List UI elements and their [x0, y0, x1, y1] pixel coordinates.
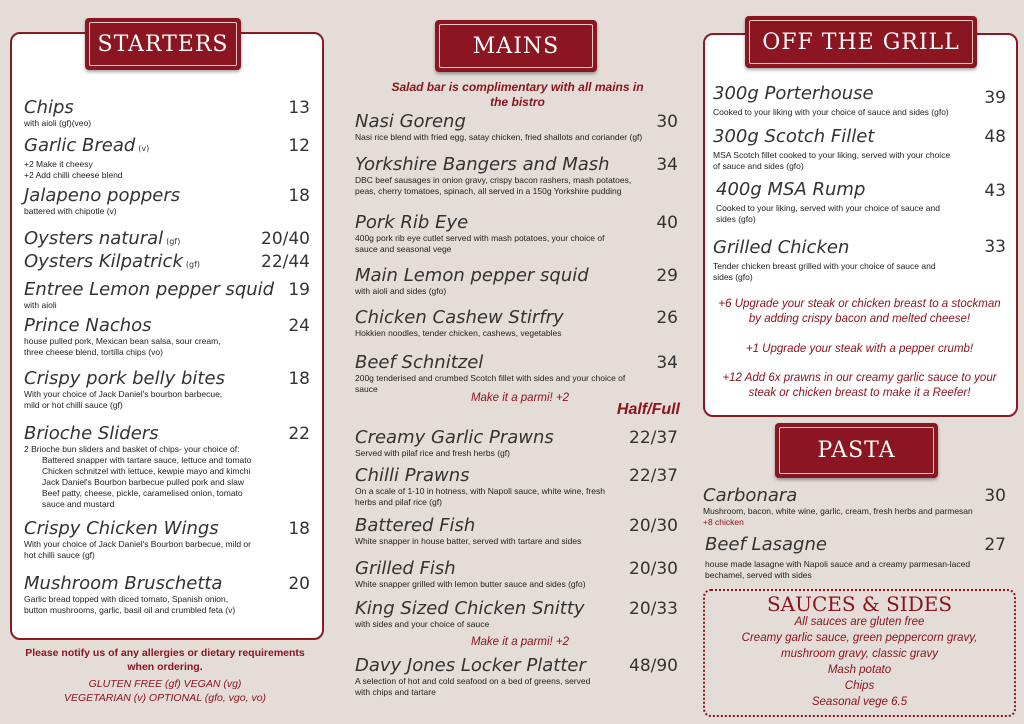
item-name: Beef Schnitzel	[355, 352, 484, 373]
dietary-tag: (gf)	[185, 260, 201, 269]
item-name: Entree Lemon pepper squid	[24, 279, 275, 300]
item-desc: Cooked to your liking, served with your choice of sauce and sides (gfo)	[716, 203, 940, 224]
item-name: Nasi Goreng	[355, 111, 466, 132]
sauces-list	[703, 614, 1016, 710]
item-price: 12	[288, 136, 310, 156]
item-desc: White snapper in house batter, served with tartare and sides	[355, 536, 582, 546]
item-name: Chilli Prawns	[355, 465, 470, 486]
item-name: Main Lemon pepper squid	[355, 265, 589, 286]
item-desc: Served with pilaf rice and fresh herbs (gf)	[355, 448, 510, 458]
item-price: 22/44	[261, 252, 310, 272]
item-price: 20	[288, 574, 310, 594]
item-price: 24	[288, 316, 310, 336]
pasta-title: PASTA	[779, 427, 934, 474]
item-price: 39	[984, 88, 1006, 108]
item-name: Battered Fish	[355, 515, 476, 536]
item-name: Oysters Kilpatrick	[24, 251, 183, 272]
item-name: Grilled Chicken	[713, 237, 850, 258]
parmi-note: Make it a parmi! +2	[470, 392, 570, 404]
grill-badge	[745, 16, 977, 68]
item-price: 20/33	[629, 599, 678, 619]
side-line: Chips	[844, 680, 875, 692]
item-name: 300g Scotch Fillet	[713, 126, 875, 147]
item-desc: On a scale of 1-10 in hotness, with Napoli sauce, white wine, fresh herbs and pilaf rice (gf)	[355, 486, 605, 507]
item-desc: house made lasagne with Napoli sauce and a creamy parmesan-laced bechamel, served with sides	[705, 559, 971, 580]
item-price: 18	[288, 519, 310, 539]
item-price: 27	[984, 535, 1006, 555]
item-desc: DBC beef sausages in onion gravy, crispy bacon rashers, mash potatoes, peas, cherry tomatoes, spinach, all served in a 150g Yorkshire pudding	[355, 175, 632, 196]
item-price: 29	[656, 266, 678, 286]
item-desc: A selection of hot and cold seafood on a bed of greens, served with chips and tartare	[355, 676, 591, 697]
item-desc: With your choice of Jack Daniel's Bourbon barbecue, mild or hot chilli sauce (gf)	[24, 539, 251, 560]
upgrade-pepper: +1 Upgrade your steak with a pepper crumb!	[745, 343, 974, 355]
sauce-line: Creamy garlic sauce, green peppercorn gravy,	[741, 632, 978, 644]
item-price: 20/40	[261, 229, 310, 249]
item-price: 33	[984, 237, 1006, 257]
item-name: Jalapeno poppers	[24, 185, 181, 206]
item-name: Grilled Fish	[355, 558, 456, 579]
item-desc: +2 Make it cheesy +2 Add chilli cheese blend	[24, 159, 123, 180]
item-name: Oysters natural	[24, 228, 164, 249]
item-name: 400g MSA Rump	[716, 179, 866, 200]
item-name: Mushroom Bruschetta	[24, 573, 223, 594]
item-name: Davy Jones Locker Platter	[355, 655, 586, 676]
item-price: 18	[288, 369, 310, 389]
parmi-note: Make it a parmi! +2	[470, 636, 570, 648]
grill-title: OFF THE GRILL	[749, 20, 973, 64]
salad-bar-note: Salad bar is complimentary with all mains in the bistro	[391, 80, 644, 109]
item-desc: battered with chipotle (v)	[24, 206, 117, 216]
item-price: 18	[288, 186, 310, 206]
item-desc: White snapper grilled with lemon butter sauce and sides (gfo)	[355, 579, 586, 589]
item-desc: with aioli	[24, 300, 57, 310]
item-name: Chicken Cashew Stirfry	[355, 307, 564, 328]
dietary-tag: (gf)	[166, 237, 181, 246]
mains-title: MAINS	[439, 24, 593, 68]
item-name: Brioche Sliders	[24, 423, 159, 444]
item-price: 30	[656, 112, 678, 132]
item-price: 34	[656, 353, 678, 373]
item-desc: Nasi rice blend with fried egg, satay chicken, fried shallots and coriander (gf)	[355, 132, 643, 142]
item-name: King Sized Chicken Snitty	[355, 598, 585, 619]
item-name: Carbonara	[703, 485, 798, 506]
sauces-note: All sauces are gluten free	[794, 616, 925, 628]
item-price: 19	[288, 280, 310, 300]
item-desc: MSA Scotch fillet cooked to your liking, served with your choice of sauce and sides (gfo)	[713, 150, 951, 171]
item-name: Crispy pork belly bites	[24, 368, 225, 389]
item-name: Garlic Bread	[24, 135, 136, 156]
item-desc: 2 Brioche bun sliders and basket of chips- your choice of: Battered snapper with tartare sauce, lettuce and tomato Chicken schnitzel with lettuce, kewpie mayo and kimchi Jack Daniel's Bourbon barbecue pulled pork and slaw Beef patty, cheese, pickle, caramelised onion, tomato sauce and mustard	[24, 444, 252, 509]
dietary-legend: GLUTEN FREE (gf) VEGAN (vg) VEGETARIAN (v) OPTIONAL (gfo, vgo, vo)	[63, 678, 267, 704]
item-desc: Tender chicken breast grilled with your choice of sauce and sides (gfo)	[713, 261, 936, 282]
half-full-label: Half/Full	[616, 401, 680, 418]
sauces-title: SAUCES & SIDES	[766, 592, 953, 616]
upgrade-stockman: +6 Upgrade your steak or chicken breast to a stockman by adding crispy bacon and melted cheese!	[718, 298, 1001, 325]
side-line: Seasonal vege 6.5	[811, 696, 908, 708]
item-name: 300g Porterhouse	[713, 83, 874, 104]
allergy-notice: Please notify us of any allergies or dietary requirements when ordering.	[25, 647, 305, 673]
side-line: Mash potato	[827, 664, 892, 676]
item-name: Pork Rib Eye	[355, 212, 469, 233]
item-desc: 200g tenderised and crumbed Scotch fillet with sides and your choice of sauce	[355, 373, 626, 394]
item-price: 22	[288, 424, 310, 444]
item-price: 30	[984, 486, 1006, 506]
item-name: Creamy Garlic Prawns	[355, 427, 554, 448]
item-price: 48/90	[629, 656, 678, 676]
item-price: 26	[656, 308, 678, 328]
item-price: 22/37	[629, 466, 678, 486]
upgrade-reefer: +12 Add 6x prawns in our creamy garlic sauce to your steak or chicken breast to make it a Reefer!	[722, 372, 997, 399]
starters-badge	[85, 18, 241, 70]
item-name: Chips	[24, 97, 74, 118]
item-price: 13	[288, 98, 310, 118]
item-desc: Hokkien noodles, tender chicken, cashews, vegetables	[355, 328, 562, 338]
item-desc: with sides and your choice of sauce	[355, 619, 490, 629]
item-desc: house pulled pork, Mexican bean salsa, sour cream, three cheese blend, tortilla chips (vo)	[24, 336, 221, 357]
mains-badge	[435, 20, 597, 72]
item-price: 43	[984, 181, 1006, 201]
item-name: Yorkshire Bangers and Mash	[355, 154, 610, 175]
dietary-tag: (v)	[138, 144, 150, 153]
item-desc: with aioli (gf)(veo)	[24, 118, 92, 128]
item-price: 34	[656, 155, 678, 175]
item-desc: With your choice of Jack Daniel's bourbon barbecue, mild or hot chilli sauce (gf)	[24, 389, 223, 410]
starters-title: STARTERS	[89, 22, 237, 66]
pasta-badge	[775, 423, 938, 478]
item-price: 20/30	[629, 516, 678, 536]
item-desc: Mushroom, bacon, white wine, garlic, cream, fresh herbs and parmesan +8 chicken	[703, 506, 1018, 528]
item-price: 20/30	[629, 559, 678, 579]
item-name: Prince Nachos	[24, 315, 152, 336]
add-on: +8 chicken	[703, 517, 744, 527]
item-desc: Garlic bread topped with diced tomato, Spanish onion, button mushrooms, garlic, basil oil and crumbled feta (v)	[24, 594, 236, 615]
item-desc: with aioli and sides (gfo)	[355, 286, 447, 296]
item-desc: 400g pork rib eye cutlet served with mash potatoes, your choice of sauce and seasonal vege	[355, 233, 605, 254]
item-price: 48	[984, 127, 1006, 147]
item-price: 40	[656, 213, 678, 233]
sauce-line: mushroom gravy, classic gravy	[781, 648, 938, 660]
item-price: 22/37	[629, 428, 678, 448]
item-name: Crispy Chicken Wings	[24, 518, 219, 539]
item-desc: Cooked to your liking with your choice of sauce and sides (gfo)	[713, 107, 949, 117]
item-name: Beef Lasagne	[705, 534, 827, 555]
